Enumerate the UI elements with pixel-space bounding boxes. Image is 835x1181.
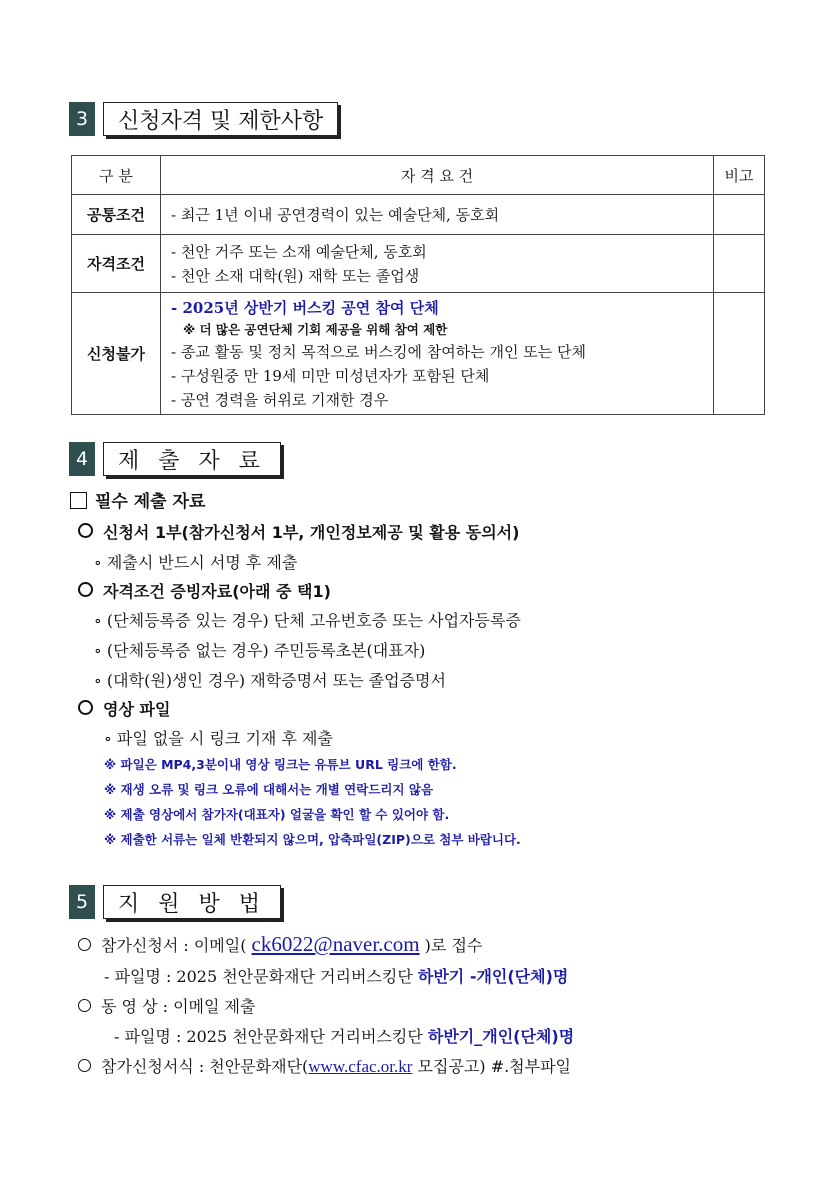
- item-text: 참가신청서식 : 천안문화재단(: [101, 1057, 309, 1076]
- condition-note: ※ 더 많은 공연단체 기회 제공을 위해 참여 제한: [183, 321, 448, 337]
- section5-header: [69, 885, 281, 919]
- filename-format: 하반기 -개인(단체)명: [417, 967, 569, 986]
- list-subitem: [104, 964, 568, 987]
- table-row: [72, 195, 765, 235]
- circle-bullet-icon: [78, 700, 93, 715]
- table-row: [72, 293, 765, 415]
- eligibility-table: [71, 155, 765, 415]
- row-category: 신청불가: [72, 293, 161, 415]
- table-header-requirements: 자 격 요 건: [161, 156, 714, 195]
- row-category: 자격조건: [72, 235, 161, 293]
- list-subitem: ∘ 제출시 반드시 서명 후 제출: [94, 553, 298, 572]
- email-link[interactable]: ck6022@naver.com: [251, 932, 420, 956]
- row-category: 공통조건: [72, 195, 161, 235]
- circle-bullet-icon: [78, 523, 93, 538]
- list-subitem: [114, 1024, 574, 1047]
- notice-line: ※ 파일은 MP4,3분이내 영상 링크는 유튜브 URL 링크에 한함.: [104, 757, 457, 772]
- row-conditions: [161, 235, 714, 293]
- section-title: 지 원 방 법: [103, 885, 281, 919]
- circle-bullet-icon: [78, 582, 93, 597]
- table-header-remarks: 비고: [714, 156, 765, 195]
- list-item: [78, 932, 482, 957]
- condition-line: - 공연 경력을 허위로 기재한 경우: [171, 390, 389, 409]
- filename-format: 하반기_개인(단체)명: [427, 1027, 575, 1046]
- list-subitem: ∘ (단체등록증 없는 경우) 주민등록초본(대표자): [94, 641, 426, 660]
- item-text: )로 접수: [419, 936, 483, 955]
- list-item: [78, 520, 519, 543]
- section-number: 4: [69, 442, 95, 476]
- list-item: [78, 994, 255, 1017]
- list-subitem: ∘ (대학(원)생인 경우) 재학증명서 또는 졸업증명서: [94, 671, 446, 690]
- table-row: [72, 235, 765, 293]
- heading-text: 필수 제출 자료: [95, 492, 206, 512]
- list-subitem: ∘ 파일 없을 시 링크 기재 후 제출: [104, 729, 333, 748]
- section4-header: [69, 442, 281, 476]
- filename-prefix: - 파일명 : 2025 천안문화재단 거리버스킹단: [104, 967, 418, 986]
- condition-line: - 천안 거주 또는 소재 예술단체, 동호회: [171, 242, 427, 261]
- item-text: 참가신청서 : 이메일(: [101, 936, 252, 955]
- item-text: 자격조건 증빙자료(아래 중 택1): [103, 582, 331, 601]
- item-text: 모집공고) #.첨부파일: [412, 1057, 572, 1076]
- row-remarks: [714, 195, 765, 235]
- row-remarks: [714, 235, 765, 293]
- list-item: [78, 579, 331, 602]
- row-conditions: [161, 195, 714, 235]
- required-docs-heading: [70, 487, 205, 512]
- list-subitem: ∘ (단체등록증 있는 경우) 단체 고유번호증 또는 사업자등록증: [94, 611, 521, 630]
- item-text: 신청서 1부(참가신청서 1부, 개인정보제공 및 활용 동의서): [103, 523, 520, 542]
- item-text: 영상 파일: [103, 700, 171, 719]
- list-item: [78, 1054, 571, 1077]
- filename-prefix: - 파일명 : 2025 천안문화재단 거리버스킹단: [114, 1027, 428, 1046]
- circle-bullet-icon: [78, 938, 91, 951]
- notice-line: ※ 제출 영상에서 참가자(대표자) 얼굴을 확인 할 수 있어야 함.: [104, 807, 450, 822]
- row-conditions: [161, 293, 714, 415]
- list-item: [78, 697, 170, 720]
- condition-line: - 구성원중 만 19세 미만 미성년자가 포함된 단체: [171, 366, 490, 385]
- notice-line: ※ 재생 오류 및 링크 오류에 대해서는 개별 연락드리지 않음: [104, 782, 434, 797]
- item-text: 동 영 상 : 이메일 제출: [101, 997, 256, 1016]
- circle-bullet-icon: [78, 999, 91, 1012]
- condition-line: - 종교 활동 및 정치 목적으로 버스킹에 참여하는 개인 또는 단체: [171, 342, 587, 361]
- section-title: 신청자격 및 제한사항: [103, 102, 338, 136]
- website-link[interactable]: www.cfac.or.kr: [308, 1057, 413, 1076]
- condition-highlight: - 2025년 상반기 버스킹 공연 참여 단체: [171, 298, 439, 317]
- section-number: 5: [69, 885, 95, 919]
- table-header-category: 구 분: [72, 156, 161, 195]
- checkbox-square-icon: [70, 492, 87, 509]
- row-remarks: [714, 293, 765, 415]
- section3-header: [69, 102, 338, 136]
- circle-bullet-icon: [78, 1059, 91, 1072]
- notice-line: ※ 제출한 서류는 일체 반환되지 않으며, 압축파일(ZIP)으로 첨부 바랍니다.: [104, 832, 521, 847]
- section-title: 제 출 자 료: [103, 442, 281, 476]
- condition-line: - 최근 1년 이내 공연경력이 있는 예술단체, 동호회: [171, 205, 500, 224]
- condition-line: - 천안 소재 대학(원) 재학 또는 졸업생: [171, 266, 420, 285]
- table-header-row: [72, 156, 765, 195]
- section-number: 3: [69, 102, 95, 136]
